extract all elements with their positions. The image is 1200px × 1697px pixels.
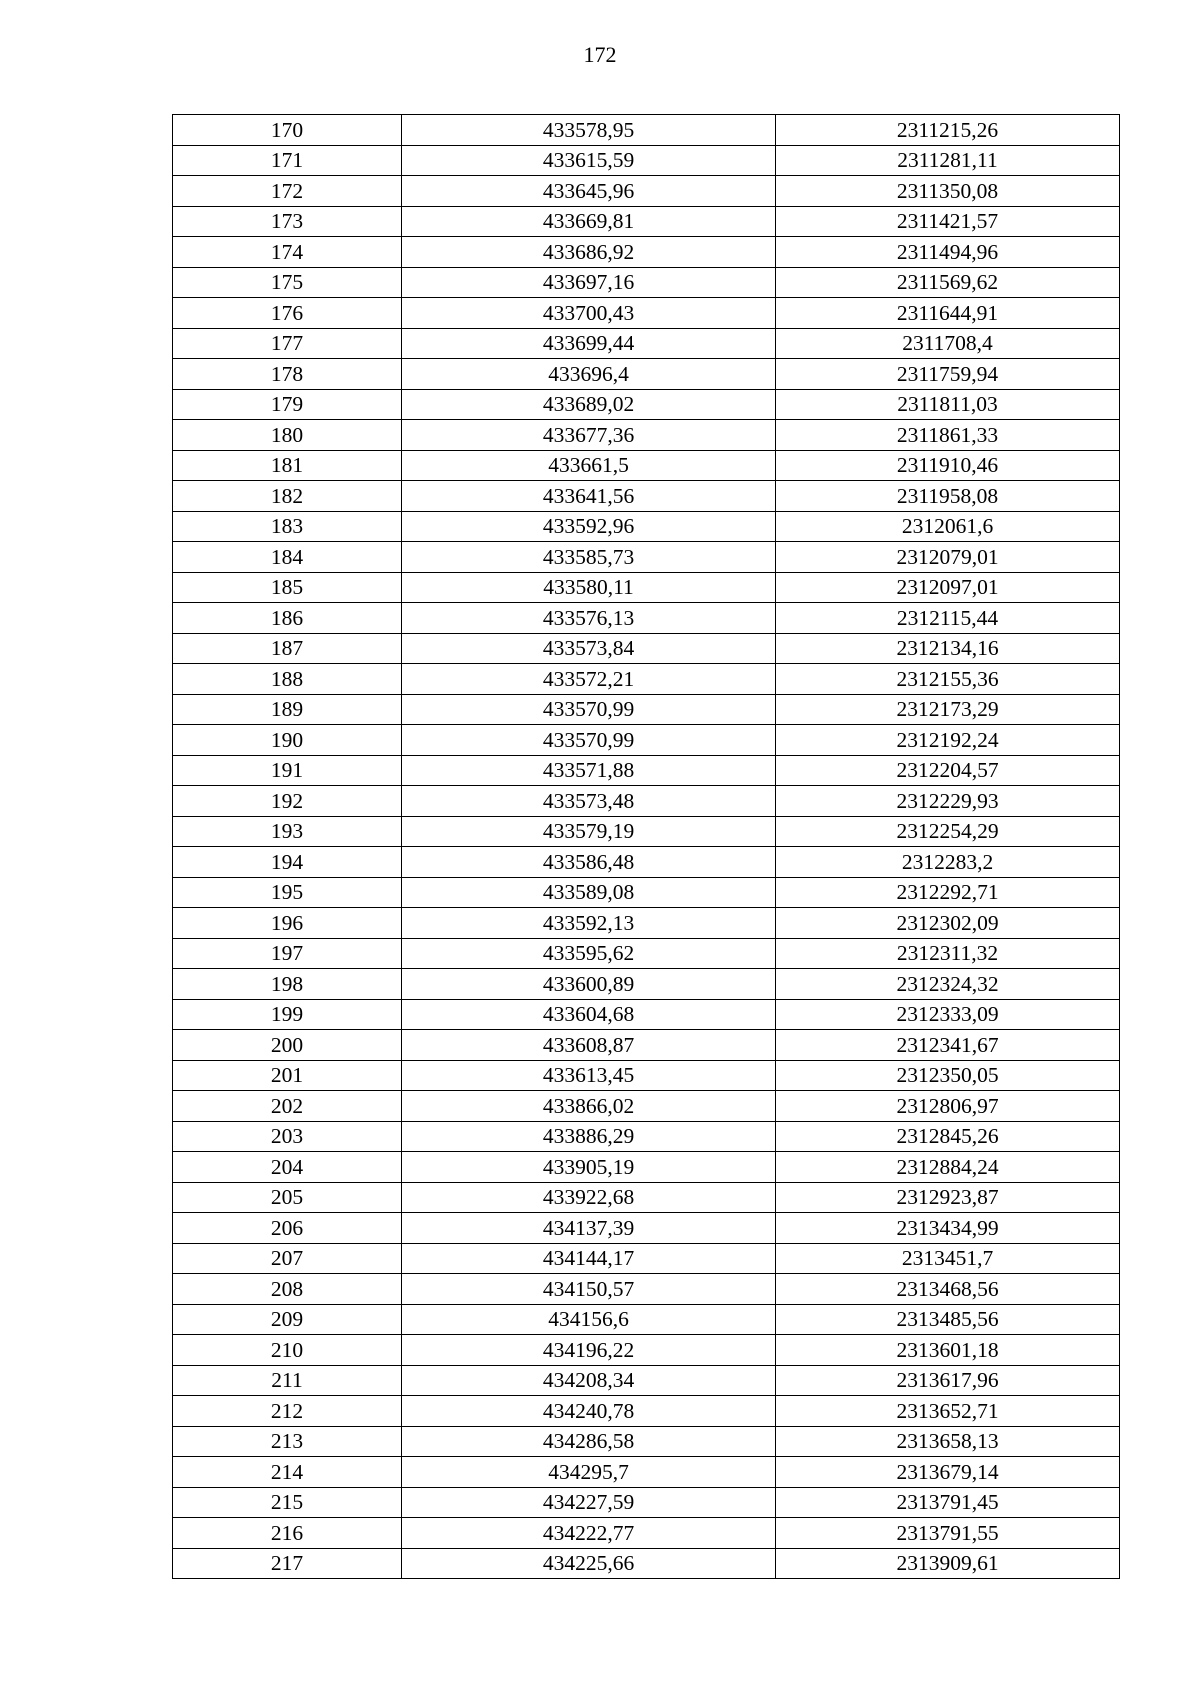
x-coordinate-cell: 433592,96 (402, 511, 776, 542)
table-row (173, 511, 1120, 542)
x-coordinate-cell: 434227,59 (402, 1487, 776, 1518)
table-row (173, 1426, 1120, 1457)
point-number-cell: 207 (173, 1243, 402, 1274)
point-number-cell: 198 (173, 969, 402, 1000)
x-coordinate-cell: 433615,59 (402, 145, 776, 176)
point-number-cell: 215 (173, 1487, 402, 1518)
x-coordinate-cell: 433578,95 (402, 115, 776, 146)
point-number-cell: 186 (173, 603, 402, 634)
y-coordinate-cell: 2311708,4 (776, 328, 1120, 359)
table-row (173, 1243, 1120, 1274)
x-coordinate-cell: 433645,96 (402, 176, 776, 207)
table-row (173, 725, 1120, 756)
y-coordinate-cell: 2313791,45 (776, 1487, 1120, 1518)
y-coordinate-cell: 2313617,96 (776, 1365, 1120, 1396)
point-number-cell: 178 (173, 359, 402, 390)
point-number-cell: 206 (173, 1213, 402, 1244)
x-coordinate-cell: 433585,73 (402, 542, 776, 573)
point-number-cell: 200 (173, 1030, 402, 1061)
x-coordinate-cell: 433604,68 (402, 999, 776, 1030)
point-number-cell: 194 (173, 847, 402, 878)
y-coordinate-cell: 2312173,29 (776, 694, 1120, 725)
x-coordinate-cell: 434156,6 (402, 1304, 776, 1335)
x-coordinate-cell: 434144,17 (402, 1243, 776, 1274)
x-coordinate-cell: 433600,89 (402, 969, 776, 1000)
table-row (173, 603, 1120, 634)
point-number-cell: 181 (173, 450, 402, 481)
table-row (173, 237, 1120, 268)
point-number-cell: 182 (173, 481, 402, 512)
point-number-cell: 208 (173, 1274, 402, 1305)
table-row (173, 633, 1120, 664)
point-number-cell: 197 (173, 938, 402, 969)
x-coordinate-cell: 433922,68 (402, 1182, 776, 1213)
y-coordinate-cell: 2311811,03 (776, 389, 1120, 420)
y-coordinate-cell: 2311569,62 (776, 267, 1120, 298)
x-coordinate-cell: 434286,58 (402, 1426, 776, 1457)
x-coordinate-cell: 434222,77 (402, 1518, 776, 1549)
point-number-cell: 196 (173, 908, 402, 939)
y-coordinate-cell: 2313451,7 (776, 1243, 1120, 1274)
table-row (173, 1152, 1120, 1183)
x-coordinate-cell: 433576,13 (402, 603, 776, 634)
table-row (173, 969, 1120, 1000)
point-number-cell: 174 (173, 237, 402, 268)
point-number-cell: 201 (173, 1060, 402, 1091)
table-row (173, 847, 1120, 878)
y-coordinate-cell: 2313434,99 (776, 1213, 1120, 1244)
x-coordinate-cell: 433595,62 (402, 938, 776, 969)
y-coordinate-cell: 2313485,56 (776, 1304, 1120, 1335)
y-coordinate-cell: 2313791,55 (776, 1518, 1120, 1549)
y-coordinate-cell: 2312097,01 (776, 572, 1120, 603)
x-coordinate-cell: 434240,78 (402, 1396, 776, 1427)
table-row (173, 1213, 1120, 1244)
point-number-cell: 180 (173, 420, 402, 451)
x-coordinate-cell: 433573,48 (402, 786, 776, 817)
y-coordinate-cell: 2312806,97 (776, 1091, 1120, 1122)
table-row (173, 786, 1120, 817)
x-coordinate-cell: 433589,08 (402, 877, 776, 908)
y-coordinate-cell: 2311644,91 (776, 298, 1120, 329)
x-coordinate-cell: 433613,45 (402, 1060, 776, 1091)
y-coordinate-cell: 2312341,67 (776, 1030, 1120, 1061)
x-coordinate-cell: 433570,99 (402, 725, 776, 756)
point-number-cell: 173 (173, 206, 402, 237)
table-row (173, 664, 1120, 695)
point-number-cell: 203 (173, 1121, 402, 1152)
point-number-cell: 170 (173, 115, 402, 146)
y-coordinate-cell: 2311281,11 (776, 145, 1120, 176)
y-coordinate-cell: 2311910,46 (776, 450, 1120, 481)
y-coordinate-cell: 2312302,09 (776, 908, 1120, 939)
y-coordinate-cell: 2312155,36 (776, 664, 1120, 695)
y-coordinate-cell: 2312884,24 (776, 1152, 1120, 1183)
x-coordinate-cell: 433570,99 (402, 694, 776, 725)
table-row (173, 908, 1120, 939)
table-row (173, 359, 1120, 390)
point-number-cell: 188 (173, 664, 402, 695)
table-row (173, 1335, 1120, 1366)
x-coordinate-cell: 433886,29 (402, 1121, 776, 1152)
x-coordinate-cell: 434196,22 (402, 1335, 776, 1366)
x-coordinate-cell: 433696,4 (402, 359, 776, 390)
point-number-cell: 189 (173, 694, 402, 725)
table-row (173, 1091, 1120, 1122)
x-coordinate-cell: 433586,48 (402, 847, 776, 878)
x-coordinate-cell: 433686,92 (402, 237, 776, 268)
point-number-cell: 211 (173, 1365, 402, 1396)
y-coordinate-cell: 2312350,05 (776, 1060, 1120, 1091)
point-number-cell: 214 (173, 1457, 402, 1488)
x-coordinate-cell: 434208,34 (402, 1365, 776, 1396)
x-coordinate-cell: 433573,84 (402, 633, 776, 664)
y-coordinate-cell: 2313601,18 (776, 1335, 1120, 1366)
point-number-cell: 205 (173, 1182, 402, 1213)
x-coordinate-cell: 433608,87 (402, 1030, 776, 1061)
coordinates-table (172, 114, 1120, 1579)
table-row (173, 1518, 1120, 1549)
y-coordinate-cell: 2313909,61 (776, 1548, 1120, 1579)
point-number-cell: 176 (173, 298, 402, 329)
x-coordinate-cell: 433677,36 (402, 420, 776, 451)
point-number-cell: 212 (173, 1396, 402, 1427)
table-row (173, 1365, 1120, 1396)
point-number-cell: 192 (173, 786, 402, 817)
point-number-cell: 184 (173, 542, 402, 573)
point-number-cell: 171 (173, 145, 402, 176)
table-row (173, 1487, 1120, 1518)
x-coordinate-cell: 433571,88 (402, 755, 776, 786)
y-coordinate-cell: 2311421,57 (776, 206, 1120, 237)
point-number-cell: 187 (173, 633, 402, 664)
table-row (173, 115, 1120, 146)
table-row (173, 267, 1120, 298)
y-coordinate-cell: 2312845,26 (776, 1121, 1120, 1152)
y-coordinate-cell: 2312311,32 (776, 938, 1120, 969)
table-row (173, 877, 1120, 908)
table-row (173, 1396, 1120, 1427)
point-number-cell: 202 (173, 1091, 402, 1122)
x-coordinate-cell: 434225,66 (402, 1548, 776, 1579)
y-coordinate-cell: 2311494,96 (776, 237, 1120, 268)
point-number-cell: 199 (173, 999, 402, 1030)
x-coordinate-cell: 433572,21 (402, 664, 776, 695)
point-number-cell: 210 (173, 1335, 402, 1366)
table-row (173, 694, 1120, 725)
coordinates-table-body (173, 115, 1120, 1579)
point-number-cell: 179 (173, 389, 402, 420)
x-coordinate-cell: 433592,13 (402, 908, 776, 939)
y-coordinate-cell: 2312192,24 (776, 725, 1120, 756)
point-number-cell: 177 (173, 328, 402, 359)
point-number-cell: 216 (173, 1518, 402, 1549)
table-row (173, 420, 1120, 451)
y-coordinate-cell: 2311861,33 (776, 420, 1120, 451)
y-coordinate-cell: 2311759,94 (776, 359, 1120, 390)
table-row (173, 1304, 1120, 1335)
point-number-cell: 190 (173, 725, 402, 756)
x-coordinate-cell: 433699,44 (402, 328, 776, 359)
table-row (173, 1030, 1120, 1061)
x-coordinate-cell: 434137,39 (402, 1213, 776, 1244)
point-number-cell: 204 (173, 1152, 402, 1183)
table-row (173, 1060, 1120, 1091)
y-coordinate-cell: 2312229,93 (776, 786, 1120, 817)
table-row (173, 999, 1120, 1030)
point-number-cell: 217 (173, 1548, 402, 1579)
y-coordinate-cell: 2312061,6 (776, 511, 1120, 542)
table-row (173, 816, 1120, 847)
x-coordinate-cell: 433866,02 (402, 1091, 776, 1122)
point-number-cell: 183 (173, 511, 402, 542)
x-coordinate-cell: 433661,5 (402, 450, 776, 481)
y-coordinate-cell: 2312204,57 (776, 755, 1120, 786)
table-row (173, 1457, 1120, 1488)
x-coordinate-cell: 434295,7 (402, 1457, 776, 1488)
table-row (173, 1548, 1120, 1579)
y-coordinate-cell: 2312283,2 (776, 847, 1120, 878)
table-row (173, 481, 1120, 512)
table-row (173, 450, 1120, 481)
table-row (173, 145, 1120, 176)
table-row (173, 572, 1120, 603)
point-number-cell: 213 (173, 1426, 402, 1457)
point-number-cell: 193 (173, 816, 402, 847)
y-coordinate-cell: 2312254,29 (776, 816, 1120, 847)
table-row (173, 389, 1120, 420)
y-coordinate-cell: 2311215,26 (776, 115, 1120, 146)
y-coordinate-cell: 2312324,32 (776, 969, 1120, 1000)
y-coordinate-cell: 2313652,71 (776, 1396, 1120, 1427)
y-coordinate-cell: 2312923,87 (776, 1182, 1120, 1213)
y-coordinate-cell: 2312134,16 (776, 633, 1120, 664)
table-row (173, 1121, 1120, 1152)
x-coordinate-cell: 433700,43 (402, 298, 776, 329)
table-row (173, 328, 1120, 359)
x-coordinate-cell: 434150,57 (402, 1274, 776, 1305)
table-row (173, 176, 1120, 207)
y-coordinate-cell: 2311350,08 (776, 176, 1120, 207)
point-number-cell: 172 (173, 176, 402, 207)
table-row (173, 938, 1120, 969)
point-number-cell: 195 (173, 877, 402, 908)
table-row (173, 542, 1120, 573)
point-number-cell: 175 (173, 267, 402, 298)
x-coordinate-cell: 433669,81 (402, 206, 776, 237)
table-row (173, 1274, 1120, 1305)
point-number-cell: 191 (173, 755, 402, 786)
y-coordinate-cell: 2313468,56 (776, 1274, 1120, 1305)
table-row (173, 755, 1120, 786)
point-number-cell: 209 (173, 1304, 402, 1335)
y-coordinate-cell: 2313679,14 (776, 1457, 1120, 1488)
x-coordinate-cell: 433641,56 (402, 481, 776, 512)
x-coordinate-cell: 433689,02 (402, 389, 776, 420)
y-coordinate-cell: 2311958,08 (776, 481, 1120, 512)
table-row (173, 298, 1120, 329)
y-coordinate-cell: 2312079,01 (776, 542, 1120, 573)
y-coordinate-cell: 2312333,09 (776, 999, 1120, 1030)
y-coordinate-cell: 2313658,13 (776, 1426, 1120, 1457)
x-coordinate-cell: 433905,19 (402, 1152, 776, 1183)
x-coordinate-cell: 433579,19 (402, 816, 776, 847)
table-row (173, 1182, 1120, 1213)
page-number: 172 (583, 42, 617, 67)
x-coordinate-cell: 433580,11 (402, 572, 776, 603)
y-coordinate-cell: 2312292,71 (776, 877, 1120, 908)
y-coordinate-cell: 2312115,44 (776, 603, 1120, 634)
table-row (173, 206, 1120, 237)
x-coordinate-cell: 433697,16 (402, 267, 776, 298)
point-number-cell: 185 (173, 572, 402, 603)
